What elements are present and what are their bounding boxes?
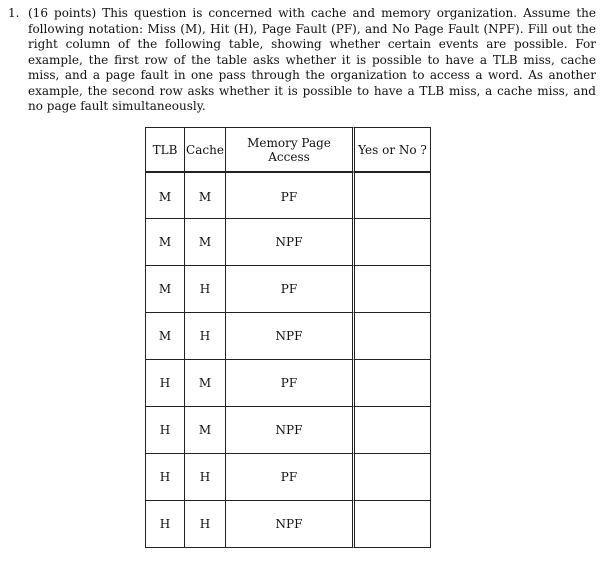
answer-cell[interactable] bbox=[352, 500, 431, 548]
header-tlb: TLB bbox=[145, 127, 184, 172]
cell-cache: H bbox=[184, 265, 225, 312]
header-memory-page-access: Memory Page Access bbox=[225, 127, 352, 172]
question-text: (16 points) This question is concerned with cache and memory organization. Assume the following notation: Miss (M), Hit (H), Page Fault (PF), and No Page Fault (NPF). Fill out the right column of the following table, showing whether certain events are possible. For example, the first row of the table asks whether it is possible to have a TLB miss, cache miss, and a page fault in one pass through the organization to access a word. As another example, the second row asks whether it is possible to have a TLB miss, a cache miss, and no page fault simultaneously. bbox=[28, 6, 596, 113]
question-block bbox=[8, 6, 596, 115]
events-table bbox=[145, 127, 431, 548]
cell-memory: NPF bbox=[225, 500, 352, 548]
cell-cache: M bbox=[184, 406, 225, 453]
cell-cache: H bbox=[184, 500, 225, 548]
cell-tlb: H bbox=[145, 453, 184, 500]
question-number: 1. bbox=[8, 6, 20, 20]
cell-tlb: H bbox=[145, 406, 184, 453]
cell-cache: H bbox=[184, 453, 225, 500]
header-yes-or-no: Yes or No ? bbox=[352, 127, 431, 172]
table-header-row bbox=[145, 127, 431, 172]
table-row bbox=[145, 312, 431, 359]
table-row bbox=[145, 359, 431, 406]
cell-memory: PF bbox=[225, 172, 352, 218]
cell-tlb: M bbox=[145, 312, 184, 359]
cell-memory: NPF bbox=[225, 406, 352, 453]
cell-memory: PF bbox=[225, 265, 352, 312]
cell-cache: M bbox=[184, 218, 225, 265]
answer-cell[interactable] bbox=[352, 312, 431, 359]
cell-cache: H bbox=[184, 312, 225, 359]
cell-memory: PF bbox=[225, 453, 352, 500]
answer-cell[interactable] bbox=[352, 406, 431, 453]
table-row bbox=[145, 172, 431, 218]
answer-cell[interactable] bbox=[352, 359, 431, 406]
cell-memory: PF bbox=[225, 359, 352, 406]
answer-cell[interactable] bbox=[352, 218, 431, 265]
table-row bbox=[145, 500, 431, 548]
cell-tlb: H bbox=[145, 500, 184, 548]
cell-cache: M bbox=[184, 359, 225, 406]
table-row bbox=[145, 218, 431, 265]
table-row bbox=[145, 453, 431, 500]
header-cache: Cache bbox=[184, 127, 225, 172]
cell-tlb: M bbox=[145, 218, 184, 265]
answer-cell[interactable] bbox=[352, 265, 431, 312]
table-row bbox=[145, 265, 431, 312]
table-row bbox=[145, 406, 431, 453]
answer-cell[interactable] bbox=[352, 172, 431, 218]
cell-memory: NPF bbox=[225, 312, 352, 359]
cell-tlb: H bbox=[145, 359, 184, 406]
cell-tlb: M bbox=[145, 265, 184, 312]
cell-tlb: M bbox=[145, 172, 184, 218]
cell-memory: NPF bbox=[225, 218, 352, 265]
cell-cache: M bbox=[184, 172, 225, 218]
answer-cell[interactable] bbox=[352, 453, 431, 500]
